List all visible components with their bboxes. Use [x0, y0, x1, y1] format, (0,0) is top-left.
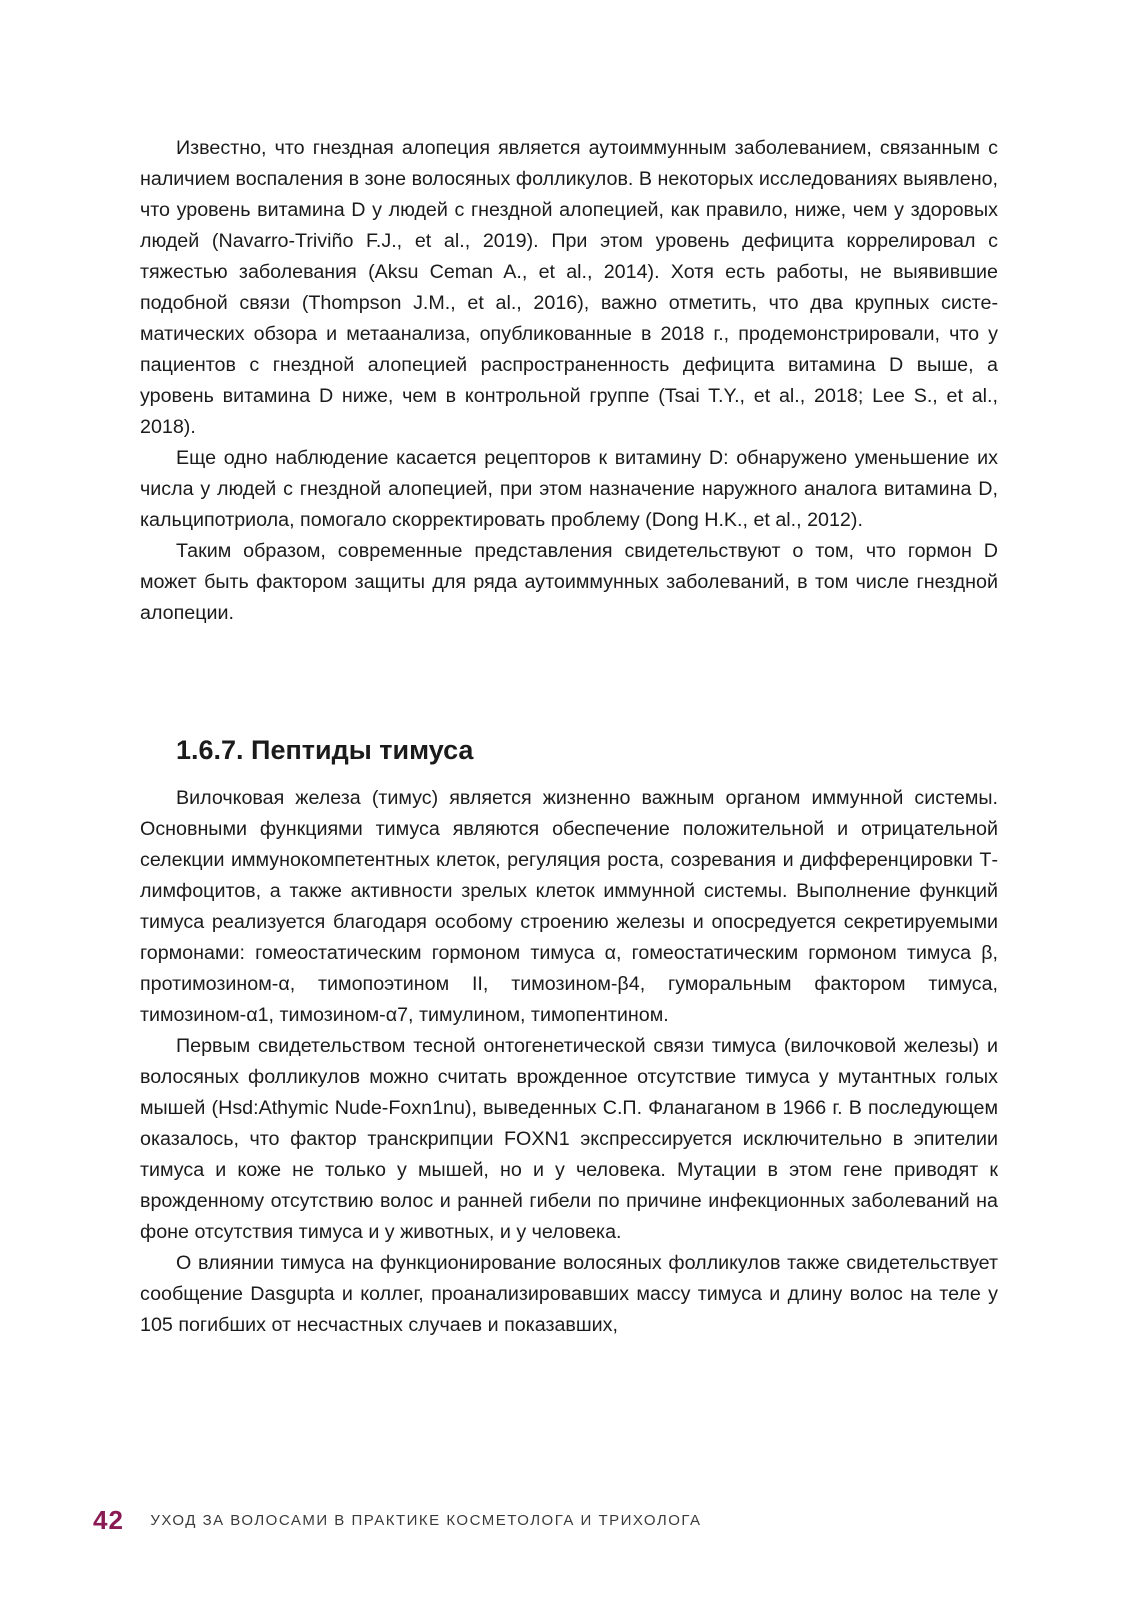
text-block-top — [140, 133, 998, 629]
paragraph-conclusion: Таким образом, современные представления свидетельствуют о том, что гормон D может быть фактором защиты для ряда аутоиммунных заболеваний, в том числе гнездной алопеции. — [140, 540, 998, 624]
paragraph-alopecia-vitamin-d: Известно, что гнездная алопеция является аутоиммунным заболеванием, связанным с наличием воспаления в зоне волосяных фолликулов. В некоторых исследованиях выявлено, что уровень витамина D у людей с гнездной алопецией, как правило, ниже, чем у здоровых людей (Navarro-Triviño F.J., et al., 2019). При этом уровень дефицита коррелировал с тяжестью заболевания (Aksu Ceman A., et al., 2014). Хотя есть работы, не выявившие подобной связи (Thompson J.M., et al., 2016), важно отметить, что два крупных систематических обзора и метаанализа, опубликованные в 2018 г., продемонстрировали, что у пациентов с гнездной алопецией распространенность дефицита витамина D выше, а уровень витамина D ниже, чем в контрольной группе (Tsai T.Y., et al., 2018; Lee S., et al., 2018). — [140, 137, 998, 438]
section-heading: 1.6.7. Пептиды тимуса — [176, 735, 474, 765]
running-title: УХОД ЗА ВОЛОСАМИ В ПРАКТИКЕ КОСМЕТОЛОГА И ТРИХОЛОГА — [150, 1512, 702, 1529]
paragraph-nude-mice: Первым свидетельством тесной онтогенетической связи тимуса (вилочковой железы) и волосяных фолликулов можно считать врожденное отсутствие тимуса у мутантных голых мышей (Hsd:Athymic Nude-Foxn1nu), выведенных С.П. Фланаганом в 1966 г. В последующем оказалось, что фактор транскрипции FOXN1 экспрессируется исключительно в эпителии тимуса и коже не только у мышей, но и у человека. Мутации в этом гене приводят к врожденному отсутствию волос и ранней гибели по причине инфекционных заболеваний на фоне отсутствия тимуса и у животных, и у человека. — [140, 1035, 998, 1243]
paragraph-dasgupta: О влиянии тимуса на функционирование волосяных фолликулов также свидетельствует сообщение Dasgupta и коллег, проанализировавших массу тимуса и длину волос на теле у 105 погибших от несчастных случаев и показавших, — [140, 1252, 998, 1336]
page-number: 42 — [93, 1505, 124, 1535]
text-block-bottom — [140, 783, 998, 1341]
paragraph-vitamin-d-receptors: Еще одно наблюдение касается рецепторов к витамину D: обнаружено уменьшение их числа у людей с гнездной алопецией, при этом назначение наружного аналога витамина D, кальципотриола, помогало скорректировать проблему (Dong H.K., et al., 2012). — [140, 447, 998, 531]
paragraph-thymus-functions: Вилочковая железа (тимус) является жизненно важным органом иммунной системы. Основными функциями тимуса являются обеспечение положительной и отрицательной селекции иммунокомпетентных клеток, регуляция роста, созревания и дифференцировки Т-лимфоцитов, а также активности зрелых клеток иммунной системы. Выполнение функций тимуса реализуется благодаря особому строению железы и опосредуется секретируемыми гормонами: гомеостатическим гормоном тимуса α, гомеостатическим гормоном тимуса β, протимозином-α, тимопоэтином II, тимозином-β4, гуморальным фактором тимуса, тимозином-α1, тимозином-α7, тимулином, тимопентином. — [140, 787, 998, 1026]
page-footer — [93, 1505, 702, 1536]
